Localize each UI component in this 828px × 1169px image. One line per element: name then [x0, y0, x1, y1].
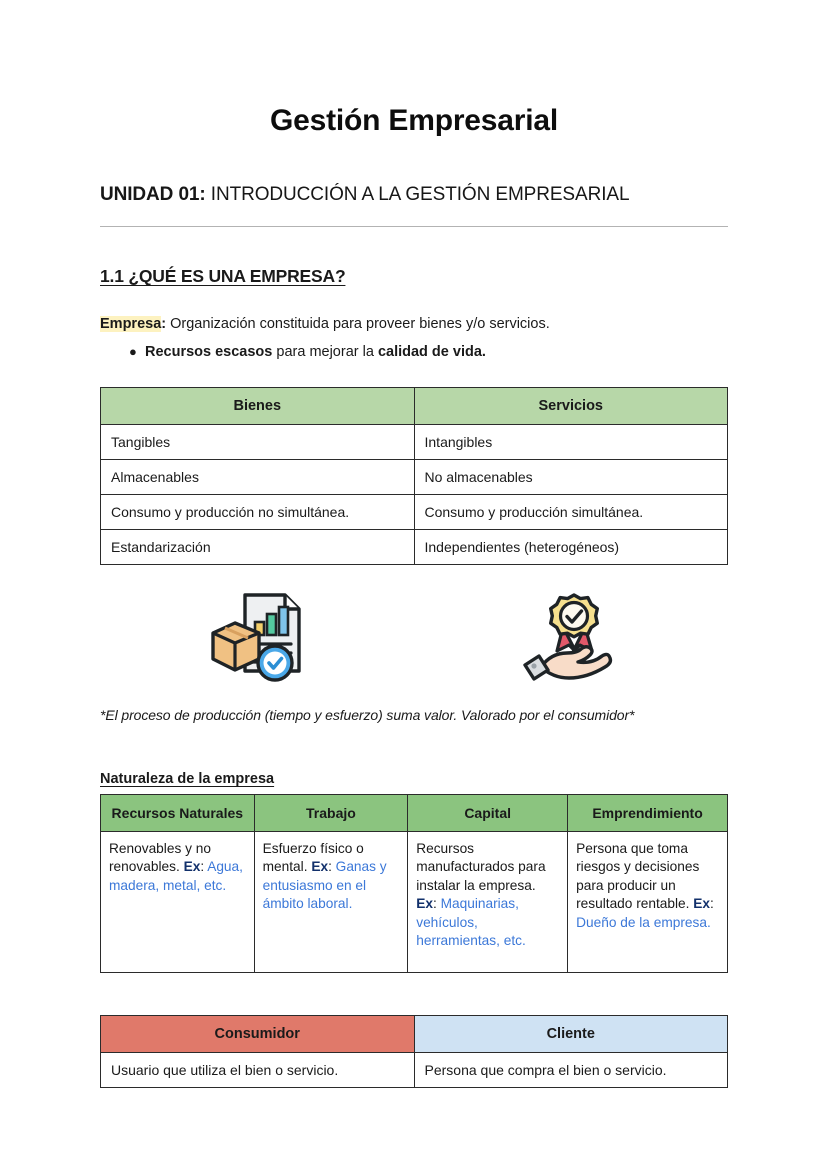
empresa-term-colon: :: [161, 316, 167, 332]
table-header-row: [101, 795, 728, 832]
goods-illustration-slot: [100, 589, 414, 685]
table-cell: Intangibles: [414, 425, 728, 460]
table-row: [101, 1053, 728, 1088]
column-header-servicios: Servicios: [414, 388, 728, 425]
table-row: [101, 832, 728, 973]
consumer-client-table: [100, 1015, 728, 1088]
empresa-definition-text: Organización constituida para proveer bienes y/o servicios.: [166, 316, 550, 332]
table-cell: Tangibles: [101, 425, 415, 460]
hand-award-badge-icon: [519, 589, 623, 685]
empresa-definition: [100, 287, 728, 335]
ex-label: Ex: [183, 859, 201, 875]
ex-text: Maquinarias, vehículos, herramientas, etc.: [416, 896, 526, 948]
cell-description: Esfuerzo físico o mental.: [262, 841, 364, 875]
unit-number-label: UNIDAD 01:: [100, 184, 206, 205]
ex-colon: :: [328, 859, 336, 875]
ex-colon: :: [432, 896, 441, 912]
page-title: Gestión Empresarial: [270, 104, 558, 137]
table-row: [101, 495, 728, 530]
bullet-dot-icon: ●: [129, 343, 137, 359]
column-header-recursos-naturales: Recursos Naturales: [101, 795, 255, 832]
cell-description: Recursos manufacturados para instalar la empresa.: [416, 841, 546, 893]
goods-services-table: [100, 387, 728, 565]
ex-label: Ex: [693, 896, 711, 912]
table-cell: [408, 832, 568, 973]
production-caption: *El proceso de producción (tiempo y esfuerzo) suma valor. Valorado por el consumidor*: [100, 707, 635, 724]
ex-text: Agua, madera, metal, etc.: [109, 859, 243, 893]
ex-colon: :: [200, 859, 208, 875]
column-header-emprendimiento: Emprendimiento: [568, 795, 728, 832]
table-cell: No almacenables: [414, 460, 728, 495]
table-cell: [568, 832, 728, 973]
ex-text: Dueño de la empresa.: [576, 914, 711, 930]
table-cell: Usuario que utiliza el bien o servicio.: [101, 1053, 415, 1088]
section-heading: 1.1 ¿QUÉ ES UNA EMPRESA?: [100, 266, 346, 286]
table-row: [101, 530, 728, 565]
nature-subheading: Naturaleza de la empresa: [100, 771, 275, 788]
empresa-term-highlight: Empresa: [100, 316, 162, 332]
table-cell: Independientes (heterogéneos): [414, 530, 728, 565]
table-cell: Almacenables: [101, 460, 415, 495]
column-header-capital: Capital: [408, 795, 568, 832]
table-cell: Consumo y producción no simultánea.: [101, 495, 415, 530]
bullet-plain: para mejorar la: [272, 343, 378, 360]
illustration-row: [100, 587, 728, 687]
table-row: [101, 425, 728, 460]
box-document-chart-check-icon: [205, 589, 309, 685]
column-header-trabajo: Trabajo: [254, 795, 408, 832]
services-illustration-slot: [414, 589, 728, 685]
bullet-bold-2: calidad de vida.: [377, 343, 486, 360]
table-header-row: [101, 1016, 728, 1053]
table-row: [101, 460, 728, 495]
column-header-bienes: Bienes: [101, 388, 415, 425]
unit-title-text: INTRODUCCIÓN A LA GESTIÓN EMPRESARIAL: [205, 184, 630, 205]
table-cell: [101, 832, 255, 973]
table-cell: Estandarización: [101, 530, 415, 565]
list-item: [100, 335, 728, 363]
ex-text: Ganas y entusiasmo en el ámbito laboral.: [262, 859, 387, 912]
ex-colon: :: [710, 896, 714, 912]
table-cell: [254, 832, 408, 973]
bullet-bold-1: Recursos escasos: [145, 343, 273, 360]
cell-description: Renovables y no renovables.: [109, 841, 211, 875]
table-header-row: [101, 388, 728, 425]
bullet-text: [145, 343, 486, 363]
ex-label: Ex: [416, 896, 433, 912]
table-cell: Persona que compra el bien o servicio.: [414, 1053, 728, 1088]
column-header-consumidor: Consumidor: [101, 1016, 415, 1053]
column-header-cliente: Cliente: [414, 1016, 728, 1053]
unit-heading: [100, 138, 728, 206]
nature-of-company-table: [100, 794, 728, 973]
table-cell: Consumo y producción simultánea.: [414, 495, 728, 530]
cell-description: Persona que toma riesgos y decisiones para producir un resultado rentable.: [576, 841, 700, 912]
header-divider: [100, 226, 728, 227]
ex-label: Ex: [311, 859, 329, 875]
